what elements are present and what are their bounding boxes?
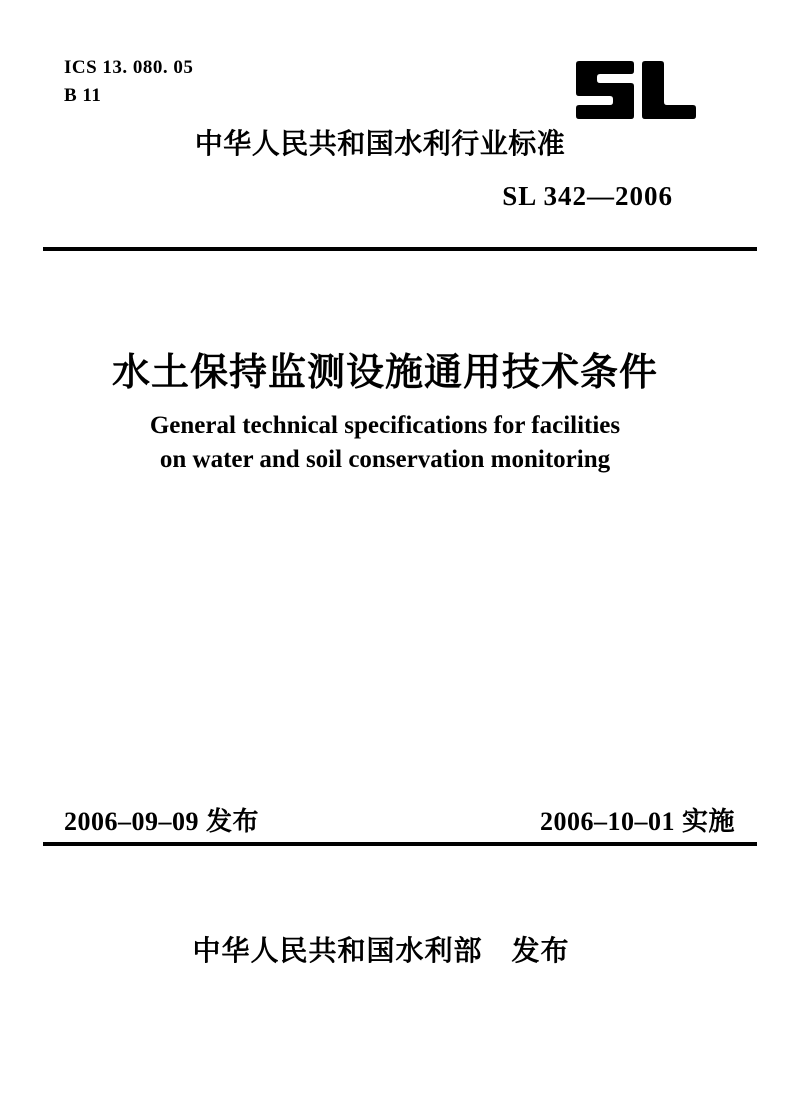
top-divider bbox=[43, 247, 757, 251]
sl-logo-icon bbox=[576, 61, 696, 121]
ics-code: ICS 13. 080. 05 bbox=[64, 57, 194, 78]
ics-block bbox=[64, 54, 193, 110]
standard-number: SL 342—2006 bbox=[502, 181, 673, 211]
title-english bbox=[0, 409, 770, 477]
issue-date: 2006–09–09 发布 bbox=[64, 807, 260, 836]
title-english-line2: on water and soil conservation monitoring bbox=[159, 446, 611, 473]
implementation-date: 2006–10–01 实施 bbox=[539, 807, 735, 836]
classification-code: B 11 bbox=[64, 85, 102, 106]
title-english-line1: General technical specifications for facilities bbox=[149, 412, 621, 439]
title-chinese: 水土保持监测设施通用技术条件 bbox=[111, 352, 658, 394]
publisher: 中华人民共和国水利部 发布 bbox=[192, 935, 570, 966]
standard-series-title: 中华人民共和国水利行业标准 bbox=[194, 128, 566, 159]
bottom-divider bbox=[43, 842, 757, 846]
